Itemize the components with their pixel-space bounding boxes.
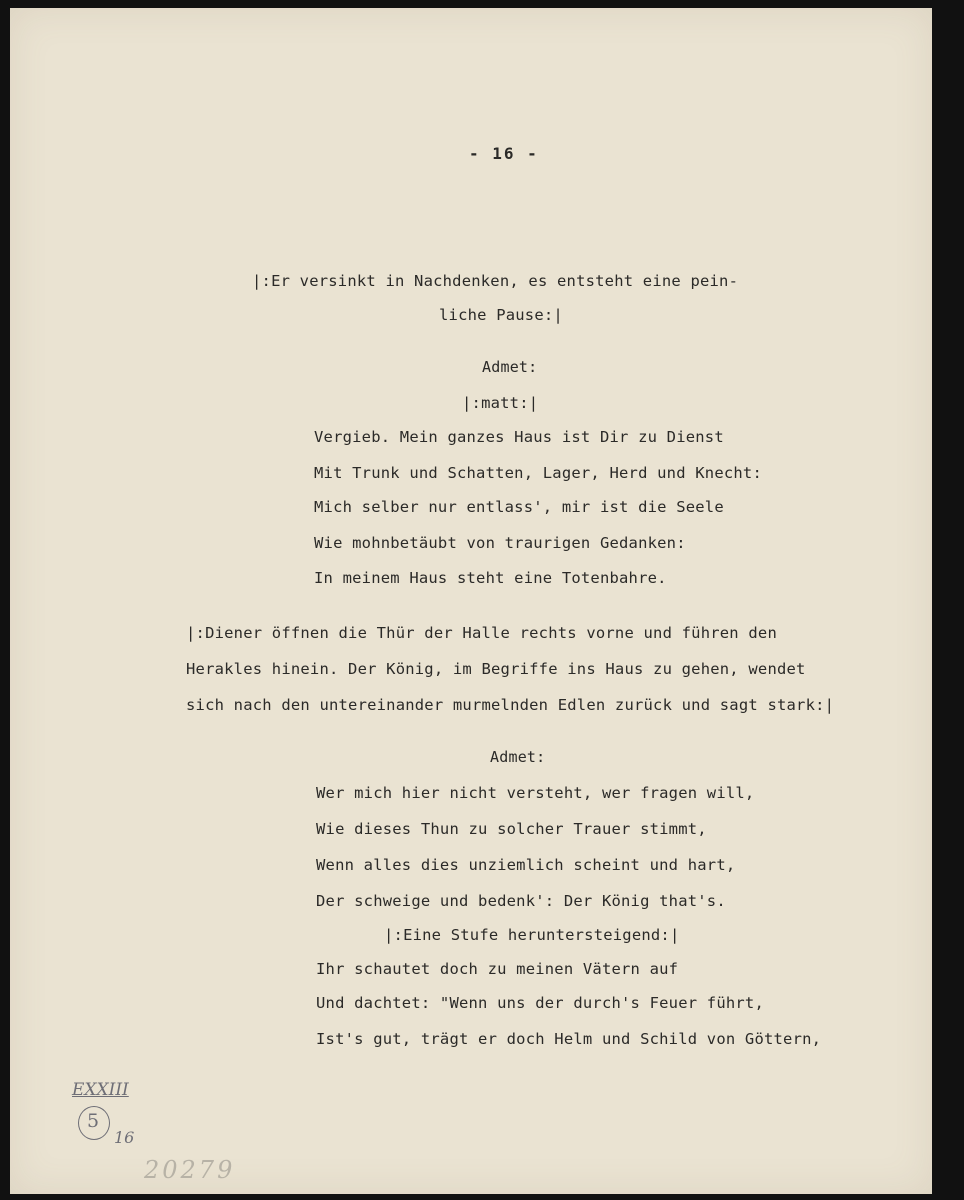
verse-line: Mich selber nur entlass', mir ist die Seele bbox=[314, 498, 724, 516]
verse-line: Ist's gut, trägt er doch Helm und Schild von Göttern, bbox=[316, 1030, 822, 1048]
verse-line: Ihr schautet doch zu meinen Vätern auf bbox=[316, 960, 679, 978]
stage-direction-line: |:Diener öffnen die Thür der Halle rechts vorne und führen den bbox=[186, 624, 777, 642]
circled-number-text: 5 bbox=[87, 1110, 100, 1132]
handwritten-page-ref: 16 bbox=[114, 1128, 135, 1147]
verse-line: Vergieb. Mein ganzes Haus ist Dir zu Dienst bbox=[314, 428, 724, 446]
stage-direction-line: |:Er versinkt in Nachdenken, es entsteht eine pein- bbox=[252, 272, 739, 290]
speaker-direction: |:Eine Stufe heruntersteigend:| bbox=[384, 926, 680, 944]
speaker-name: Admet: bbox=[482, 358, 538, 376]
verse-line: Wie dieses Thun zu solcher Trauer stimmt, bbox=[316, 820, 707, 838]
verse-line: Der schweige und bedenk': Der König that's. bbox=[316, 892, 726, 910]
verse-line: Wie mohnbetäubt von traurigen Gedanken: bbox=[314, 534, 686, 552]
stage-direction-line: Herakles hinein. Der König, im Begriffe ins Haus zu gehen, wendet bbox=[186, 660, 806, 678]
typewritten-page bbox=[10, 8, 932, 1194]
page-number: - 16 - bbox=[469, 144, 539, 163]
stage-direction-line: liche Pause:| bbox=[439, 306, 563, 324]
speaker-direction: |:matt:| bbox=[462, 394, 539, 412]
handwritten-circled-number bbox=[78, 1106, 110, 1140]
archive-number: 20279 bbox=[144, 1156, 236, 1184]
stage-direction-line: sich nach den untereinander murmelnden Edlen zurück und sagt stark:| bbox=[186, 696, 835, 714]
handwritten-roman-numeral: EXXIII bbox=[72, 1080, 129, 1100]
verse-line: In meinem Haus steht eine Totenbahre. bbox=[314, 569, 667, 587]
speaker-name: Admet: bbox=[490, 748, 546, 766]
verse-line: Wer mich hier nicht versteht, wer fragen will, bbox=[316, 784, 755, 802]
verse-line: Mit Trunk und Schatten, Lager, Herd und Knecht: bbox=[314, 464, 762, 482]
verse-line: Wenn alles dies unziemlich scheint und hart, bbox=[316, 856, 736, 874]
verse-line: Und dachtet: "Wenn uns der durch's Feuer führt, bbox=[316, 994, 764, 1012]
